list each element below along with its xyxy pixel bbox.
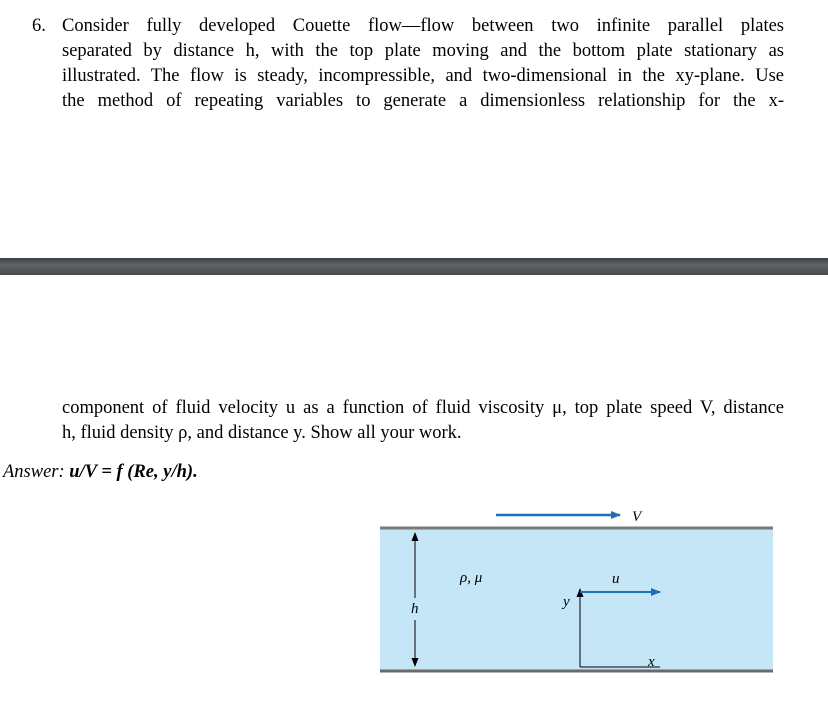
question-line-4: the method of repeating variables to generate a dimensionless relationship for the x-	[62, 91, 784, 111]
x-axis-label: x	[648, 654, 655, 670]
gap-label: h	[411, 601, 419, 617]
question-continuation-line-2: h, fluid density ρ, and distance y. Show all your work.	[62, 423, 462, 443]
question-continuation-line-1: component of fluid velocity u as a function of fluid viscosity μ, top plate speed V, distance	[62, 398, 784, 418]
question-number: 6.	[32, 16, 46, 36]
question-line-1: Consider fully developed Couette flow—flow between two infinite parallel plates	[62, 16, 784, 36]
y-axis-label: y	[563, 594, 570, 610]
fluid-properties-label: ρ, μ	[460, 570, 483, 586]
local-velocity-label: u	[612, 571, 620, 587]
plate-velocity-label: V	[632, 509, 642, 525]
question-line-2: separated by distance h, with the top plate moving and the bottom plate stationary as	[62, 41, 784, 61]
answer-label: Answer:	[3, 462, 65, 482]
answer-value: u/V = f (Re, y/h).	[69, 462, 198, 482]
question-line-3: illustrated. The flow is steady, incompressible, and two-dimensional in the xy-plane. Use	[62, 66, 784, 86]
fluid-region	[380, 528, 773, 671]
